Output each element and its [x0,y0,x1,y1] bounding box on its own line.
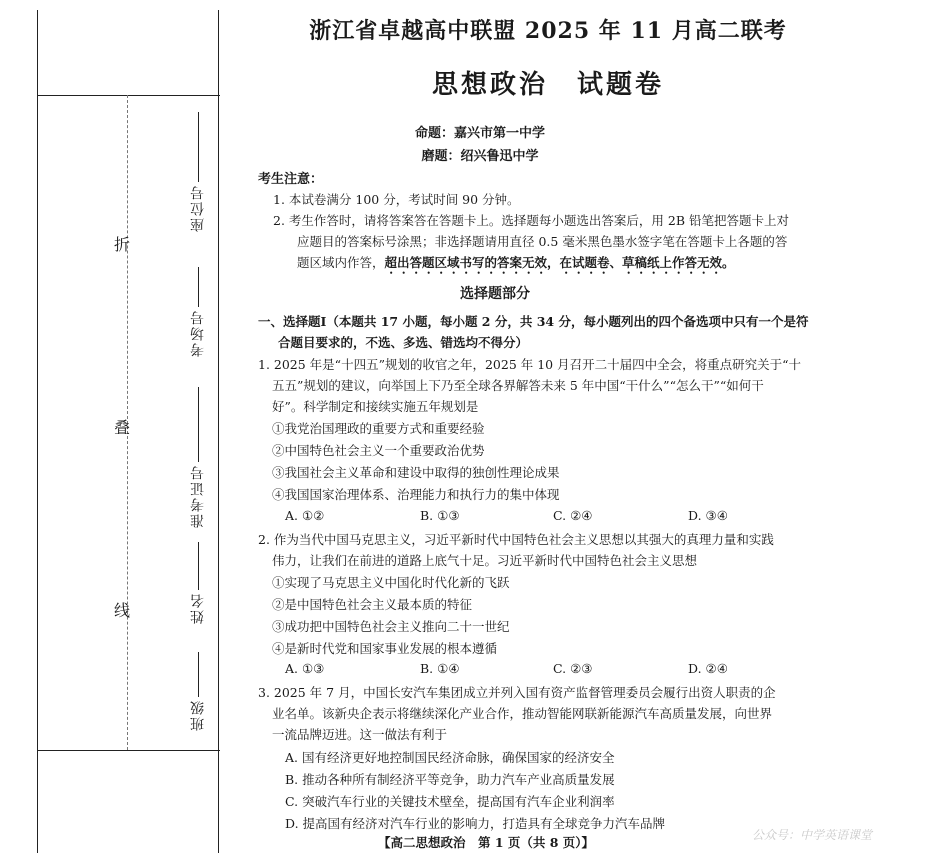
q1-option-d: D. ③④ [688,508,728,523]
q1-stem-3: 好”。科学制定和接续实施五年规划是 [272,399,479,414]
q3-choice-a: A. 国有经济更好地控制国民经济命脉，确保国家的经济安全 [285,750,615,765]
page-footer: 【高二思想政治 第 1 页（共 8 页）】 [378,835,595,850]
seat-number-line [198,112,199,182]
q2-item-2: ②是中国特色社会主义最本质的特征 [272,597,473,612]
q1-stem-1: 1. 2025 年是“十四五”规划的收官之年，2025 年 10 月召开二十届四中全会，将重点研究关于“十 [258,357,801,372]
margin-outer-line [37,10,38,853]
setter-line: 命题：嘉兴市第一中学 [414,126,545,141]
paper-subtitle: 思想政治 试题卷 [431,70,664,100]
ticket-number-line [198,387,199,462]
seat-number-field [178,110,218,232]
reviewer-line: 磨题：绍兴鲁迅中学 [421,149,539,164]
class-line [198,652,199,697]
q1-option-a: A. ①② [285,508,325,523]
part1-instructions-2: 合题目要求的，不选、多选、错选均不得分） [278,335,529,350]
q1-option-b: B. ①③ [420,508,460,523]
q3-choice-d: D. 提高国有经济对汽车行业的影响力，打造具有全球竞争力汽车品牌 [285,816,666,831]
q2-item-4: ④是新时代党和国家事业发展的根本遵循 [272,641,498,656]
q1-item-3: ③我国社会主义革命和建设中取得的独创性理论成果 [272,465,560,480]
notice-item-2b: 应题目的答案标号涂黑；非选择题请用直径 0.5 毫米黑色墨水签字笔在答题卡上各题的答 [297,234,788,249]
margin-top-divider [37,95,220,96]
name-field [178,540,218,624]
margin-bottom-divider [37,750,220,751]
margin-inner-line [218,10,219,853]
q3-stem-3: 一流品牌迈进。这一做法有利于 [272,727,448,742]
fold-char-1: 折 [114,235,131,254]
fold-char-2: 叠 [114,418,131,437]
notice-item-1: 1. 本试卷满分 100 分，考试时间 90 分钟。 [273,192,520,207]
q2-option-b: B. ①④ [420,661,460,676]
class-field [178,650,218,731]
exam-title: 浙江省卓越高中联盟 2025 年 11 月高二联考 [309,18,787,44]
notice-item-2c [297,253,735,277]
q1-option-c: C. ②④ [553,508,593,523]
ticket-number-field [178,385,218,528]
notice-item-2c-text: 题区域内作答， [297,255,385,270]
notice-item-2a: 2. 考生作答时，请将答案答在答题卡上。选择题每小题选出答案后，用 2B 铅笔把答题卡上对 [273,213,789,228]
q2-option-c: C. ②③ [553,661,593,676]
q1-item-2: ②中国特色社会主义一个重要政治优势 [272,443,485,458]
exam-room-line [198,267,199,307]
watermark: 公众号：中学英语课堂 [752,828,873,842]
part1-instructions-1: 一、选择题Ⅰ（本题共 17 小题，每小题 2 分，共 34 分，每小题列出的四个备选项中只有一个是符 [258,314,809,329]
q1-item-4: ④我国国家治理体系、治理能力和执行力的集中体现 [272,487,560,502]
name-label: 姓名 [190,592,206,624]
exam-room-field [178,265,218,357]
q2-item-1: ①实现了马克思主义中国化时代化新的飞跃 [272,575,510,590]
name-line [198,542,199,590]
q3-stem-1: 3. 2025 年 7 月，中国长安汽车集团成立并列入国有资产监督管理委员会履行出资人职责的企 [258,685,776,700]
q2-item-3: ③成功把中国特色社会主义推向二十一世纪 [272,619,510,634]
notice-heading: 考生注意： [258,172,324,187]
q3-choice-b: B. 推动各种所有制经济平等竞争，助力汽车产业高质量发展 [285,772,615,787]
seat-number-label: 座位号 [190,184,206,232]
q1-stem-2: 五五”规划的建议，向举国上下乃至全球各界解答未来 5 年中国“干什么”“怎么干”“如何干 [272,378,764,393]
exam-room-label: 考场号 [190,309,206,357]
section-title: 选择题部分 [460,286,530,302]
q3-choice-c: C. 突破汽车行业的关键技术壁垒，提高国有汽车企业利润率 [285,794,615,809]
ticket-number-label: 准考证号 [190,464,206,528]
q3-stem-2: 业名单。该新央企表示将继续深化产业合作，推动智能网联新能源汽车高质量发展，向世界 [272,706,773,721]
binding-margin [0,0,220,863]
class-label: 班级 [190,699,206,731]
fold-char-3: 线 [114,601,131,620]
q2-stem-2: 伟力，让我们在前进的道路上底气十足。习近平新时代中国特色社会主义思想 [272,553,698,568]
q2-stem-1: 2. 作为当代中国马克思主义，习近平新时代中国特色社会主义思想以其强大的真理力量和实践 [258,532,774,547]
notice-emphasis: 超出答题区域书写的答案无效，在试题卷、草稿纸上作答无效。 [384,255,735,270]
q1-item-1: ①我党治国理政的重要方式和重要经验 [272,421,485,436]
q2-option-d: D. ②④ [688,661,728,676]
q2-option-a: A. ①③ [285,661,325,676]
